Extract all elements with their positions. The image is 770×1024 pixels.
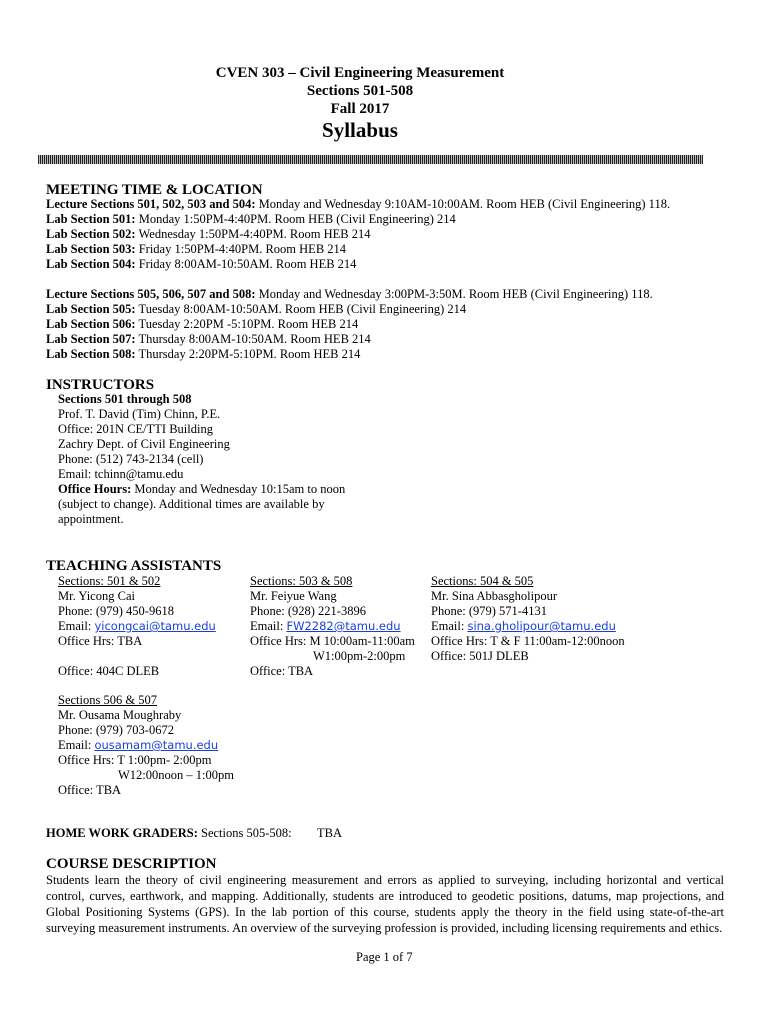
instructor-email: Email: tchinn@tamu.edu bbox=[58, 467, 184, 481]
ta-email: Email: FW2282@tamu.edu bbox=[250, 619, 401, 633]
instructor-hours-note: (subject to change). Additional times are available by bbox=[58, 497, 325, 511]
instructor-office: Office: 201N CE/TTI Building bbox=[58, 422, 213, 436]
instructor-hours-note: appointment. bbox=[58, 512, 124, 526]
ta-email: Email: yicongcai@tamu.edu bbox=[58, 619, 216, 633]
ta-sections: Sections 506 & 507 bbox=[58, 693, 157, 707]
graders-value: TBA bbox=[317, 826, 342, 840]
ta-phone: Phone: (979) 703-0672 bbox=[58, 723, 174, 737]
ta-office-hours: Office Hrs: T 1:00pm- 2:00pm bbox=[58, 753, 212, 767]
ta-email-link[interactable]: ousamam@tamu.edu bbox=[94, 738, 219, 752]
meeting-heading: MEETING TIME & LOCATION bbox=[46, 182, 263, 198]
ta-email-link[interactable]: sina.gholipour@tamu.edu bbox=[467, 619, 616, 633]
ta-office: Office: TBA bbox=[250, 664, 314, 678]
description-heading: COURSE DESCRIPTION bbox=[46, 856, 217, 872]
ta-email-link[interactable]: yicongcai@tamu.edu bbox=[94, 619, 216, 633]
instructor-office-hours: Office Hours: Monday and Wednesday 10:15am to noon bbox=[58, 482, 346, 496]
schedule-line: Lab Section 502: Wednesday 1:50PM-4:40PM. Room HEB 214 bbox=[46, 227, 371, 241]
ta-sections: Sections: 503 & 508 bbox=[250, 574, 353, 588]
ta-office: Office: 404C DLEB bbox=[58, 664, 160, 678]
ta-office-hours: Office Hrs: T & F 11:00am-12:00noon bbox=[431, 634, 625, 648]
ta-office: Office: TBA bbox=[58, 783, 122, 797]
description-body: Students learn the theory of civil engineering measurement and errors as applied to surveying, including horizontal and vertical control, curves, earthwork, and mapping. Additionally, students are introduced to geodetic positions, datums, map projections, and Global Positioning Systems (GPS). In the lab portion of this course, students apply the theory in the field using state-of-the-art surveying measurement instruments. An overview of the surveying profession is provided, including licensing requirements and ethics. bbox=[46, 873, 724, 935]
graders-line: HOME WORK GRADERS: Sections 505-508: bbox=[46, 826, 292, 840]
schedule-line: Lecture Sections 501, 502, 503 and 504: Monday and Wednesday 9:10AM-10:00AM. Room HEB (Civil Engineering) 118. bbox=[46, 197, 671, 211]
ta-heading: TEACHING ASSISTANTS bbox=[46, 558, 222, 574]
schedule-line: Lab Section 507: Thursday 8:00AM-10:50AM. Room HEB 214 bbox=[46, 332, 371, 346]
ta-sections: Sections: 504 & 505 bbox=[431, 574, 534, 588]
schedule-line: Lab Section 504: Friday 8:00AM-10:50AM. Room HEB 214 bbox=[46, 257, 357, 271]
ta-office-hours: Office Hrs: M 10:00am-11:00am bbox=[250, 634, 415, 648]
ta-office: Office: 501J DLEB bbox=[431, 649, 529, 663]
ta-office-hours-2: W12:00noon – 1:00pm bbox=[118, 768, 234, 782]
ta-phone: Phone: (928) 221-3896 bbox=[250, 604, 366, 618]
schedule-line: Lab Section 506: Tuesday 2:20PM -5:10PM. Room HEB 214 bbox=[46, 317, 359, 331]
ta-name: Mr. Yicong Cai bbox=[58, 589, 135, 603]
page-number: Page 1 of 7 bbox=[356, 950, 413, 964]
ta-name: Mr. Ousama Moughraby bbox=[58, 708, 182, 722]
schedule-line: Lecture Sections 505, 506, 507 and 508: Monday and Wednesday 3:00PM-3:50M. Room HEB (Civil Engineering) 118. bbox=[46, 287, 653, 301]
instructors-heading: INSTRUCTORS bbox=[46, 377, 155, 393]
sections-subtitle: Sections 501-508 bbox=[306, 83, 414, 99]
ta-office-hours: Office Hrs: TBA bbox=[58, 634, 143, 648]
ta-name: Mr. Feiyue Wang bbox=[250, 589, 337, 603]
ta-sections: Sections: 501 & 502 bbox=[58, 574, 161, 588]
ta-email-link[interactable]: FW2282@tamu.edu bbox=[286, 619, 401, 633]
instructor-phone: Phone: (512) 743-2134 (cell) bbox=[58, 452, 204, 466]
schedule-line: Lab Section 505: Tuesday 8:00AM-10:50AM. Room HEB (Civil Engineering) 214 bbox=[46, 302, 467, 316]
schedule-line: Lab Section 508: Thursday 2:20PM-5:10PM. Room HEB 214 bbox=[46, 347, 361, 361]
page-title: Syllabus bbox=[322, 118, 398, 142]
instructor-sections: Sections 501 through 508 bbox=[58, 392, 192, 406]
header-divider bbox=[38, 155, 703, 164]
ta-name: Mr. Sina Abbasgholipour bbox=[431, 589, 558, 603]
instructor-dept: Zachry Dept. of Civil Engineering bbox=[58, 437, 230, 451]
ta-email: Email: sina.gholipour@tamu.edu bbox=[431, 619, 616, 633]
instructor-name: Prof. T. David (Tim) Chinn, P.E. bbox=[58, 407, 221, 421]
ta-phone: Phone: (979) 571-4131 bbox=[431, 604, 547, 618]
course-title: CVEN 303 – Civil Engineering Measurement bbox=[215, 65, 505, 81]
ta-office-hours-2: W1:00pm-2:00pm bbox=[313, 649, 406, 663]
term-subtitle: Fall 2017 bbox=[330, 101, 390, 117]
schedule-line: Lab Section 501: Monday 1:50PM-4:40PM. Room HEB (Civil Engineering) 214 bbox=[46, 212, 456, 226]
ta-phone: Phone: (979) 450-9618 bbox=[58, 604, 174, 618]
ta-email: Email: ousamam@tamu.edu bbox=[58, 738, 219, 752]
schedule-line: Lab Section 503: Friday 1:50PM-4:40PM. Room HEB 214 bbox=[46, 242, 347, 256]
